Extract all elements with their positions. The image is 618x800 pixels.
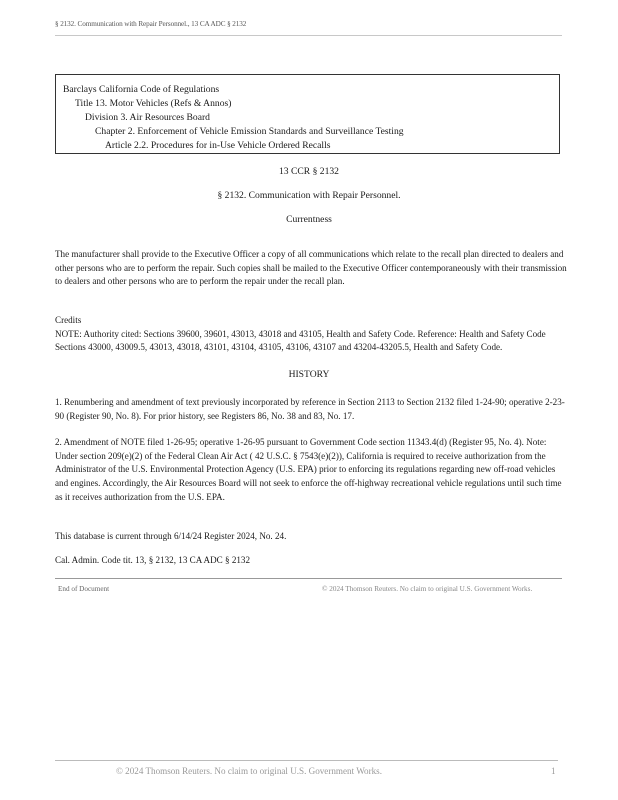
- history-item-text: 2. Amendment of NOTE filed 1-26-95; operative 1-26-95 pursuant to Government Code section 11343.4(d) (Register 95, No. 4). Note: Under section 209(e)(2) of the Federal Clean Air Act ( 42 U.S.C. § 7543(e)(2)), California is required to receive authorization from the Administrator of the U.S. Environmental Protection Agency (U.S. EPA) prior to enforcing its regulations regarding new off-road vehicles and engines. Accordingly, the Air Resources Board will not seek to enforce the off-highway recreational vehicle regulations until such time as it receives authorization from the U.S. EPA.: [55, 437, 562, 502]
- copyright-notice: © 2024 Thomson Reuters. No claim to original U.S. Government Works.: [322, 585, 533, 593]
- section-heading: § 2132. Communication with Repair Personnel.: [217, 190, 401, 201]
- history-item: [55, 396, 570, 423]
- publication-title: Barclays California Code of Regulations: [63, 84, 220, 95]
- page-footer-copyright: © 2024 Thomson Reuters. No claim to original U.S. Government Works.: [116, 766, 382, 776]
- database-currency: This database is current through 6/14/24 Register 2024, No. 24.: [55, 531, 287, 541]
- history-heading: HISTORY: [288, 369, 330, 380]
- history-item: [55, 436, 570, 505]
- end-of-document: End of Document: [58, 585, 110, 593]
- cite-as: Cal. Admin. Code tit. 13, § 2132, 13 CA ADC § 2132: [55, 555, 251, 565]
- footer-divider: [55, 578, 562, 579]
- credits-note: NOTE: Authority cited: Sections 39600, 39601, 43013, 43018 and 43105, Health and Safety Code. Reference: Health and Safety Code Sections 43000, 43009.5, 43013, 43018, 43101, 43104, 43105, 43106, 43107 and 43204-43205.5, Health and Safety Code.: [55, 328, 546, 353]
- history-item-text: 1. Renumbering and amendment of text previously incorporated by reference in Section 2113 to Section 2132 filed 1-24-90; operative 2-23-90 (Register 90, No. 8). For prior history, see Registers 86, No. 38 and 83, No. 17.: [55, 397, 565, 421]
- credits-label: Credits: [55, 315, 82, 325]
- credits-section: [55, 314, 570, 355]
- article-link[interactable]: Article 2.2. Procedures for in-Use Vehicle Ordered Recalls: [105, 140, 331, 151]
- page-number: 1: [551, 766, 556, 776]
- running-header: § 2132. Communication with Repair Personnel., 13 CA ADC § 2132: [55, 20, 247, 28]
- regulation-body: [55, 248, 570, 289]
- citation-hierarchy-box: [55, 74, 560, 154]
- citation: 13 CCR § 2132: [279, 166, 339, 177]
- division-link[interactable]: Division 3. Air Resources Board: [85, 112, 210, 123]
- body-text: The manufacturer shall provide to the Executive Officer a copy of all communications which relate to the recall plan directed to dealers and other persons who are to perform the repair. Such copies shall be mailed to the Executive Officer contemporaneously with their transmission to dealers and other persons who are to perform the repair under the recall plan.: [55, 249, 567, 287]
- header-divider: [55, 35, 562, 36]
- chapter-link[interactable]: Chapter 2. Enforcement of Vehicle Emission Standards and Surveillance Testing: [95, 126, 404, 137]
- title-link[interactable]: Title 13. Motor Vehicles (Refs & Annos): [75, 98, 232, 109]
- page-footer-divider: [55, 760, 558, 761]
- currentness-link[interactable]: Currentness: [286, 214, 332, 225]
